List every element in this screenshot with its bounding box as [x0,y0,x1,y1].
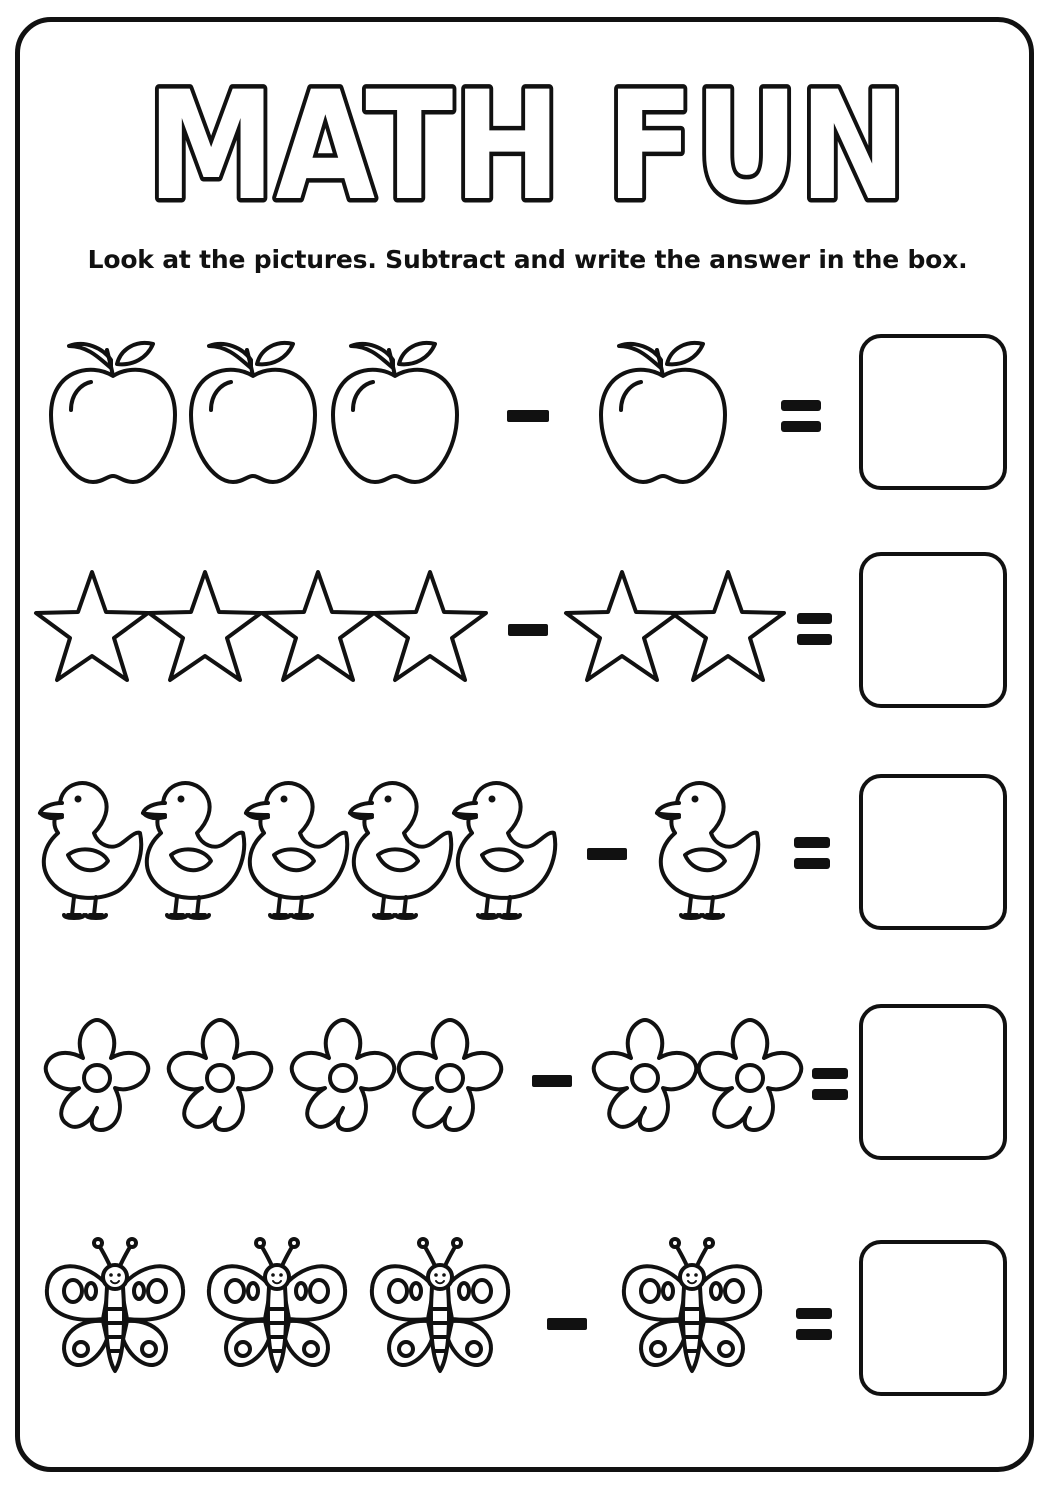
star-icon [149,572,261,680]
equals-sign [797,613,832,645]
butterfly-icon [47,1239,183,1371]
minus-sign [508,624,548,636]
minus-sign [587,848,627,860]
answer-box-3[interactable] [859,774,1007,930]
butterfly-icon [372,1239,508,1371]
star-icon [36,572,148,680]
duck-icon [657,783,758,918]
minus-sign [532,1075,572,1087]
equals-sign [794,837,830,869]
answer-box-1[interactable] [859,334,1007,490]
duck-icon [143,783,244,918]
flower-icon [292,1020,395,1130]
minus-sign [507,410,549,422]
apple-icon [191,343,315,482]
answer-box-2[interactable] [859,552,1007,708]
instructions: Look at the pictures. Subtract and write the answer in the box. [87,245,968,274]
star-icon [566,572,678,680]
title [0,40,1055,240]
equals-sign [796,1308,832,1340]
answer-box-4[interactable] [859,1004,1007,1160]
apple-icon [51,343,175,482]
flower-icon [169,1020,272,1130]
equals-sign [812,1068,848,1100]
duck-icon [350,783,451,918]
duck-icon [246,783,347,918]
flower-icon [399,1020,502,1130]
butterfly-icon [624,1239,760,1371]
page-title: MATH FUN [147,60,907,234]
apple-icon [601,343,725,482]
flower-icon [594,1020,697,1130]
minus-sign [547,1318,587,1330]
star-icon [374,572,486,680]
answer-box-5[interactable] [859,1240,1007,1396]
star-icon [262,572,374,680]
duck-icon [454,783,555,918]
duck-icon [40,783,141,918]
star-icon [672,572,784,680]
equals-sign [781,400,821,432]
butterfly-icon [209,1239,345,1371]
flower-icon [46,1020,149,1130]
flower-icon [699,1020,802,1130]
apple-icon [333,343,457,482]
